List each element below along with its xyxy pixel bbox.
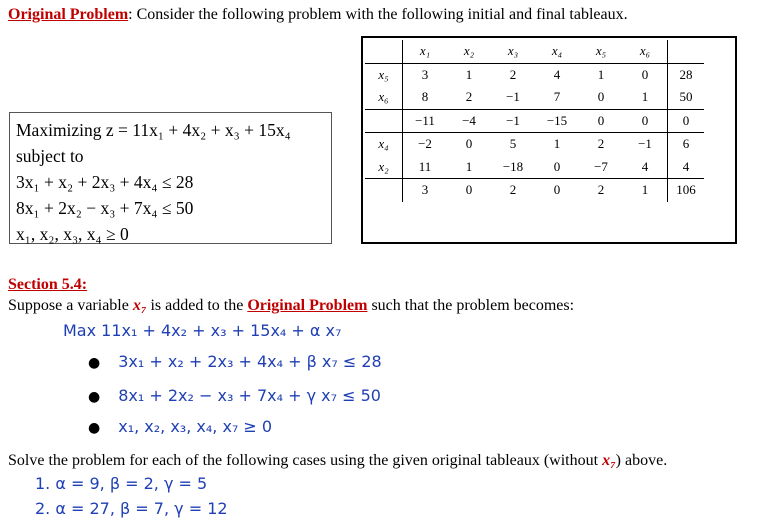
tableau-cell: −1 [491,109,535,133]
tableau-cell: 1 [465,158,473,174]
tableau-row [365,179,704,202]
tableau-cell: 0 [447,179,491,202]
tableau-header-cell: x₃ [491,40,535,63]
tableau-cell: 0 [535,179,579,202]
tableau-row [365,86,704,109]
case-2: 2. α = 27, β = 7, γ = 12 [35,499,228,518]
rhs-cell: 4 [668,156,705,179]
lp-formulation-box [9,112,332,244]
tableau-cell: −1 [623,133,668,156]
new-constraint-2 [88,386,381,405]
tableau-cell: 2 [465,89,473,105]
instructions-text: ) above. [615,452,668,469]
rhs-cell: 50 [668,86,705,109]
section-title: Section 5.4: [8,276,88,293]
tableau-cell: 2 [509,66,517,82]
basis-cell [365,109,403,133]
bullet-icon: ● [88,355,101,371]
tableau-cell: 0 [553,158,561,174]
tableau-cell: −4 [447,109,491,133]
tableau-cell: 0 [623,109,668,133]
lp-subject-to: subject to [16,146,84,166]
case-1: 1. α = 9, β = 2, γ = 5 [35,474,208,493]
tableau-header-cell: x₁ [403,40,448,63]
tableau-cell: 1 [623,179,668,202]
tableau-header-cell: x₂ [447,40,491,63]
initial-tableau [365,63,704,133]
tableau-cell: −2 [403,133,448,156]
bullet-icon: ● [88,420,101,436]
tableau-cell: −1 [506,89,520,105]
tableau-cell: 7 [553,89,561,105]
constraint-text: x₁, x₂, x₃, x₄, x₇ ≥ 0 [118,417,273,436]
rhs-cell: 6 [668,133,705,156]
tableau-cell: 1 [535,133,579,156]
tableau-cell: 2 [579,179,623,202]
section-title-line [8,276,87,294]
tableau-cell: 0 [579,109,623,133]
tableau-cell: 2 [491,179,535,202]
lp-constraint-2: 8x₁ + 2x₂ − x₃ + 7x₄ ≤ 50 [16,198,194,218]
tableau-corner-cell [365,40,403,63]
tableau-cell: 3 [421,66,429,82]
tableau-row [365,109,704,133]
tableau-cell: 5 [491,133,535,156]
bullet-icon: ● [88,389,101,405]
paragraph-text: such that the problem becomes: [367,297,575,314]
tableau-cell: −15 [535,109,579,133]
header-text: : Consider the following problem with the following initial and final tableaux. [128,6,628,23]
lp-constraint-1: 3x₁ + x₂ + 2x₃ + 4x₄ ≤ 28 [16,172,194,192]
rhs-cell: 106 [668,179,705,202]
tableau-cell: 11 [418,158,432,174]
tableau-cell: −18 [502,158,524,174]
tableau-cell: 1 [597,66,605,82]
paragraph-text: is added to the [146,297,248,314]
new-objective: Max 11x₁ + 4x₂ + x₃ + 15x₄ + α x₇ [63,321,342,340]
tableau-cell: 4 [553,66,561,82]
tableau-row [365,156,704,179]
rhs-cell: 28 [668,63,705,86]
tableau-cell: −11 [403,109,448,133]
header-line [8,6,628,24]
tableau-cell: 1 [465,66,473,82]
variable-x7: x₇ [602,452,616,469]
tableau-cell: 8 [421,89,429,105]
tableau-cell: 1 [641,89,649,105]
instructions-line [8,452,667,470]
instructions-text: Solve the problem for each of the following cases using the given original tableaux (without [8,452,603,469]
tableau-header-cell: x₅ [579,40,623,63]
paragraph-text: Suppose a variable [8,297,133,314]
new-constraint-1 [88,352,382,371]
tableau-cell: 0 [447,133,491,156]
tableau-cell: 0 [641,66,649,82]
tableau-header-cell: x₄ [535,40,579,63]
section-paragraph [8,297,574,315]
lp-objective: Maximizing z = 11x₁ + 4x₂ + x₃ + 15x₄ [16,120,291,140]
basis-cell: x₅ [365,63,403,86]
tableau-cell: 0 [597,89,605,105]
basis-cell: x₂ [365,156,403,179]
tableau-rhs-header [668,40,705,63]
new-nonnegativity [88,417,272,436]
basis-cell [365,179,403,202]
tableau-row [365,133,704,156]
tableau-cell: −7 [594,158,608,174]
tableau-cell: 3 [403,179,448,202]
tableau-cell: 2 [579,133,623,156]
constraint-text: 3x₁ + x₂ + 2x₃ + 4x₄ + β x₇ ≤ 28 [118,352,382,371]
tableau-header-cell: x₆ [623,40,668,63]
tableau-row [365,63,704,86]
original-problem-label: Original Problem [8,6,129,23]
original-problem-link: Original Problem [247,297,368,314]
final-tableau [365,133,704,202]
variable-x7: x₇ [132,297,147,314]
simplex-tableau [365,40,704,202]
basis-cell: x₆ [365,86,403,109]
basis-cell: x₄ [365,133,403,156]
constraint-text: 8x₁ + 2x₂ − x₃ + 7x₄ + γ x₇ ≤ 50 [118,386,381,405]
lp-nonnegativity: x₁, x₂, x₃, x₄ ≥ 0 [16,224,129,244]
tableau-cell: 4 [641,158,649,174]
rhs-cell: 0 [668,109,705,133]
tableau-header-row [365,40,704,63]
tableau-frame [361,36,737,244]
